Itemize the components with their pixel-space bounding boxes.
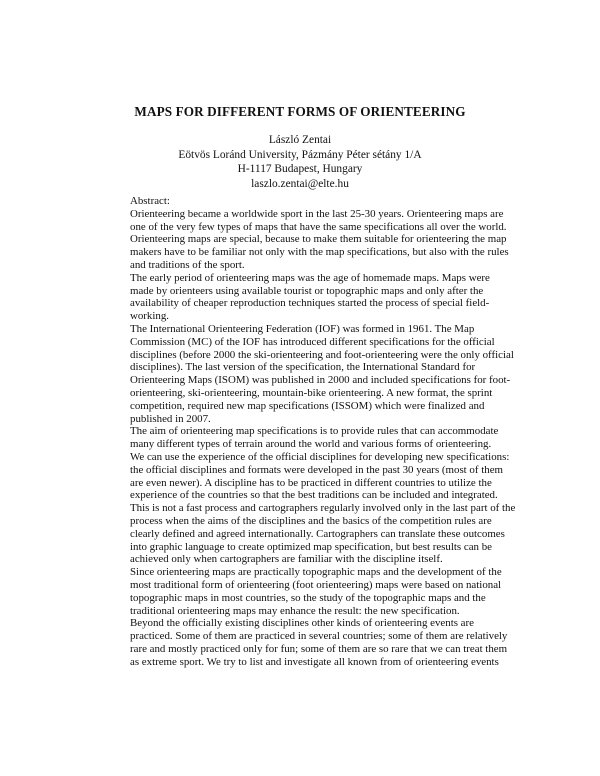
author-affiliation: Eötvös Loránd University, Pázmány Péter sétány 1/A: [178, 148, 422, 161]
abstract-line: Since orienteering maps are practically topographic maps and the development of the: [130, 566, 502, 579]
author-name: László Zentai: [268, 134, 332, 146]
abstract-line: and traditions of the sport.: [130, 258, 245, 271]
abstract-line: Orienteering Maps (ISOM) was published in 2000 and included specifications for foot-: [130, 374, 511, 387]
author-email: laszlo.zentai@elte.hu: [251, 177, 349, 190]
abstract-line: working.: [130, 310, 170, 323]
abstract-line: the official disciplines and formats were developed in the past 30 years (most of them: [130, 463, 503, 476]
author-address: H-1117 Budapest, Hungary: [237, 163, 363, 175]
abstract-line: orienteering, ski-orienteering, mountain-bike orienteering. A new format, the sprint: [130, 386, 493, 399]
abstract-line: Beyond the officially existing disciplines other kinds of orienteering events are: [130, 617, 474, 630]
abstract-line: experience of the countries so that the best traditions can be included and integrated.: [130, 489, 498, 502]
abstract-line: availability of cheaper reproduction techniques started the process of special field-: [130, 297, 490, 310]
abstract-line: most traditional form of orienteering (foot orienteering) maps were based on national: [130, 578, 502, 591]
abstract-line: This is not a fast process and cartographers regularly involved only in the last part of the: [130, 502, 516, 515]
abstract-line: made by orienteers using available tourist or topographic maps and only after the: [130, 284, 484, 297]
abstract-line: many different types of terrain around the world and various forms of orienteering.: [130, 438, 492, 451]
abstract-line: traditional orienteering maps may enhance the result: the new specification.: [130, 604, 460, 617]
abstract-line: practiced. Some of them are practiced in several countries; some of them are relatively: [130, 630, 508, 643]
author-block: [0, 133, 600, 191]
abstract-line: makers have to be familiar not only with the map specifications, but also with the rules: [130, 246, 509, 259]
abstract-line: We can use the experience of the official disciplines for developing new specifications:: [130, 450, 510, 463]
abstract-line: rare and mostly practiced only for fun; some of them are so rare that we can treat them: [130, 642, 508, 655]
abstract-line: clearly defined and agreed internationally. Cartographers can translate these outcomes: [130, 527, 505, 540]
abstract-line: competition, required new map specifications (ISSOM) which were finalized and: [130, 399, 485, 412]
abstract-line: The aim of orienteering map specifications is to provide rules that can accommodate: [130, 425, 499, 438]
abstract-body: [130, 195, 516, 668]
abstract-line: Commission (MC) of the IOF has introduced different specifications for the official: [130, 335, 495, 348]
abstract-line: into graphic language to create optimized map specification, but best results can be: [130, 540, 492, 553]
abstract-heading: Abstract:: [130, 195, 170, 207]
abstract-line: published in 2007.: [130, 412, 211, 425]
abstract-line: topographic maps in most countries, so the study of the topographic maps and the: [130, 591, 486, 604]
abstract-line: disciplines). The last version of the specification, the International Standard for: [130, 361, 476, 374]
abstract-line: The International Orienteering Federation (IOF) was formed in 1961. The Map: [130, 322, 475, 335]
abstract-line: one of the very few types of maps that have the same specifications all over the world.: [130, 220, 507, 233]
abstract-line: Orienteering became a worldwide sport in the last 25-30 years. Orienteering maps are: [130, 207, 504, 220]
paper-title: MAPS FOR DIFFERENT FORMS OF ORIENTEERING: [134, 104, 466, 119]
abstract-line: The early period of orienteering maps was the age of homemade maps. Maps were: [130, 271, 490, 284]
abstract-line: as extreme sport. We try to list and investigate all known from of orienteering events: [130, 655, 499, 668]
abstract-line: are even newer). A discipline has to be practiced in different countries to utilize the: [130, 476, 492, 489]
abstract-line: Orienteering maps are special, because to make them suitable for orienteering the map: [130, 233, 507, 246]
abstract-line: disciplines (before 2000 the ski-orienteering and foot-orienteering were the only official: [130, 348, 514, 361]
abstract-line: process when the aims of the disciplines and the basics of the competition rules are: [130, 514, 492, 527]
abstract-line: achieved only when cartographers are familiar with the discipline itself.: [130, 553, 443, 566]
